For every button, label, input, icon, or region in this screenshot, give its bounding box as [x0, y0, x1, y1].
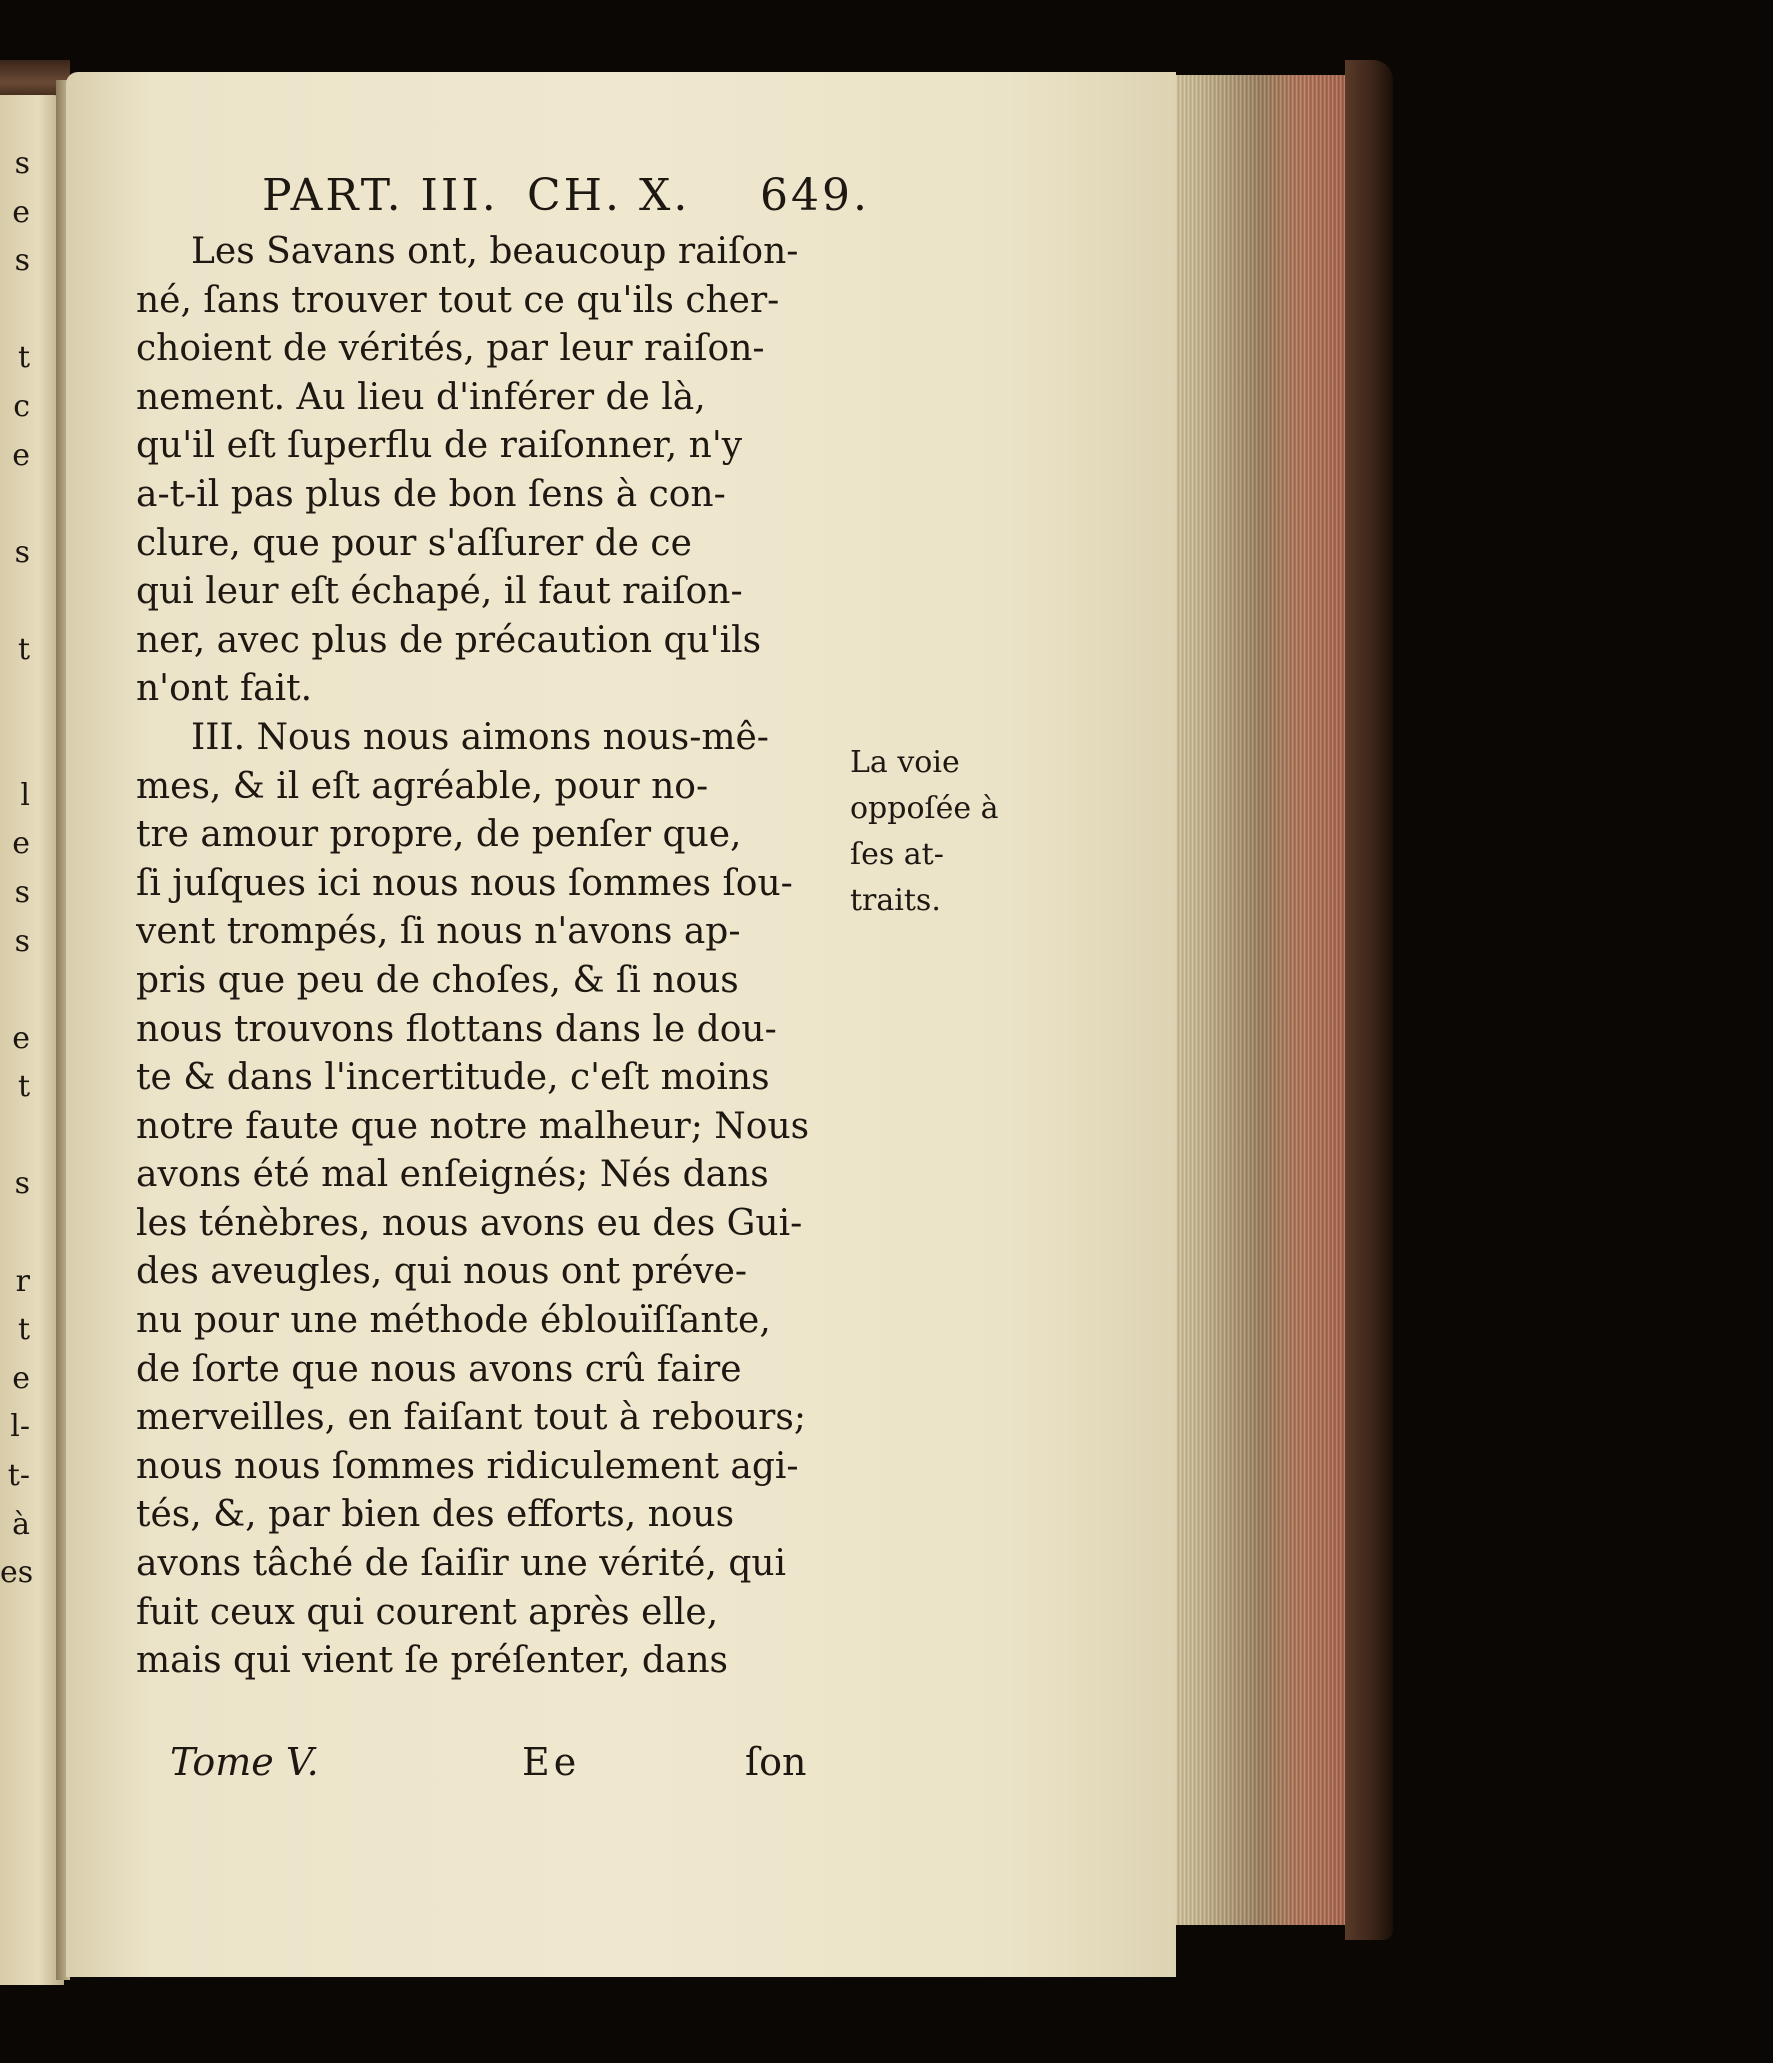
left-page-fragment: s	[14, 874, 30, 910]
text-line: né, ſans trouver tout ce qu'ils cher-	[136, 279, 780, 321]
text-line: avons tâché de ſaiſir une vérité, qui	[136, 1543, 787, 1585]
text-line: qui leur eſt échapé, il faut raiſon-	[136, 571, 743, 613]
left-page-fragment: l	[20, 777, 30, 813]
left-page-fragment	[0, 577, 30, 626]
left-page-fragment: e	[12, 826, 30, 862]
left-page-fragment: t	[17, 1069, 30, 1105]
page-stack-fore-edge	[1160, 75, 1360, 1925]
cover-edge	[1345, 60, 1393, 1940]
left-page-fragment: c	[13, 388, 30, 424]
text-line: mes, & il eſt agréable, pour no-	[136, 765, 709, 807]
left-page-fragments	[0, 140, 34, 1598]
left-page-fragment: s	[14, 534, 30, 570]
left-page-fragment: à	[12, 1506, 30, 1542]
bleed-through-text	[860, 485, 1030, 685]
text-line: III. Nous nous aimons nous-mê-	[191, 716, 769, 758]
text-line: des aveugles, qui nous ont préve-	[136, 1251, 748, 1293]
page-footer	[170, 1740, 840, 1790]
text-line: Les Savans ont, beaucoup raiſon-	[191, 231, 799, 272]
text-line: clure, que pour s'aſſurer de ce	[136, 522, 692, 564]
text-line: nu pour une méthode éblouïſſante,	[136, 1300, 771, 1342]
left-page-fragment	[0, 480, 30, 529]
text-line: fuit ceux qui courent après elle,	[136, 1591, 719, 1633]
left-page-fragment: t-	[7, 1458, 30, 1494]
text-line: ner, avec plus de précaution qu'ils	[136, 619, 762, 661]
text-line: mais qui vient ſe préſenter, dans	[136, 1640, 728, 1682]
left-page-fragment: e	[12, 1360, 30, 1396]
left-page-fragment: l-	[10, 1409, 30, 1445]
text-line: te & dans l'incertitude, c'eſt moins	[136, 1057, 770, 1099]
text-line: de ſorte que nous avons crû faire	[136, 1348, 742, 1390]
left-page-fragment	[0, 723, 30, 772]
left-page-fragment: t	[17, 1312, 30, 1348]
left-page-fragment: t	[17, 631, 30, 667]
text-line: merveilles, en faiſant tout à rebours;	[136, 1397, 806, 1439]
left-page-fragment: s	[14, 146, 30, 181]
left-page-fragment: es	[0, 1555, 34, 1591]
left-page-fragment: s	[14, 243, 30, 279]
text-line: choient de vérités, par leur raiſon-	[136, 328, 765, 370]
text-line: vent trompés, ſi nous n'avons ap-	[136, 911, 741, 953]
left-page-fragment: s	[14, 1166, 30, 1202]
signature-mark: Ee	[522, 1740, 581, 1784]
text-line: tés, &, par bien des efforts, nous	[136, 1494, 735, 1536]
volume-label: Tome V.	[170, 1740, 319, 1784]
left-page-fragment	[0, 966, 30, 1015]
text-line: n'ont fait.	[136, 668, 313, 710]
left-page-fragment: t	[17, 340, 30, 376]
running-header	[262, 170, 882, 230]
margin-note-line: ſes at-	[850, 837, 944, 872]
left-page-fragment: e	[12, 1020, 30, 1056]
left-page-fragment	[0, 675, 30, 724]
text-line: qu'il eſt ſuperflu de raiſonner, n'y	[136, 425, 743, 467]
body-text	[136, 228, 836, 1686]
margin-note-line: La voie	[850, 745, 960, 780]
text-line: nous trouvons flottans dans le dou-	[136, 1008, 777, 1050]
left-page-fragment: e	[12, 437, 30, 473]
left-page-fragment	[0, 286, 30, 335]
text-line: nous nous ſommes ridiculement agi-	[136, 1445, 799, 1487]
text-line: tre amour propre, de penſer que,	[136, 814, 742, 856]
text-line: notre faute que notre malheur; Nous	[136, 1105, 810, 1147]
text-line: nement. Au lieu d'inférer de là,	[136, 376, 706, 418]
left-page-fragment: e	[12, 194, 30, 230]
margin-note-line: oppoſée à	[850, 791, 999, 826]
header-chapter: CH. X.	[527, 170, 691, 221]
left-page-fragment: r	[15, 1263, 30, 1299]
margin-note	[850, 740, 1030, 924]
page-number: 649.	[760, 170, 870, 221]
text-line: a-t-il pas plus de bon ſens à con-	[136, 473, 726, 515]
margin-note-line: traits.	[850, 883, 941, 918]
left-page-fragment: s	[14, 923, 30, 959]
text-line: pris que peu de choſes, & ſi nous	[136, 959, 739, 1001]
text-line: les ténèbres, nous avons eu des Gui-	[136, 1202, 803, 1244]
catchword: ſon	[745, 1740, 807, 1784]
text-line: ſi juſques ici nous nous ſommes ſou-	[136, 862, 793, 904]
text-line: avons été mal enſeignés; Nés dans	[136, 1154, 769, 1196]
header-part: PART. III.	[262, 170, 499, 221]
left-page-fragment	[0, 1112, 30, 1161]
left-page-fragment	[0, 1209, 30, 1258]
